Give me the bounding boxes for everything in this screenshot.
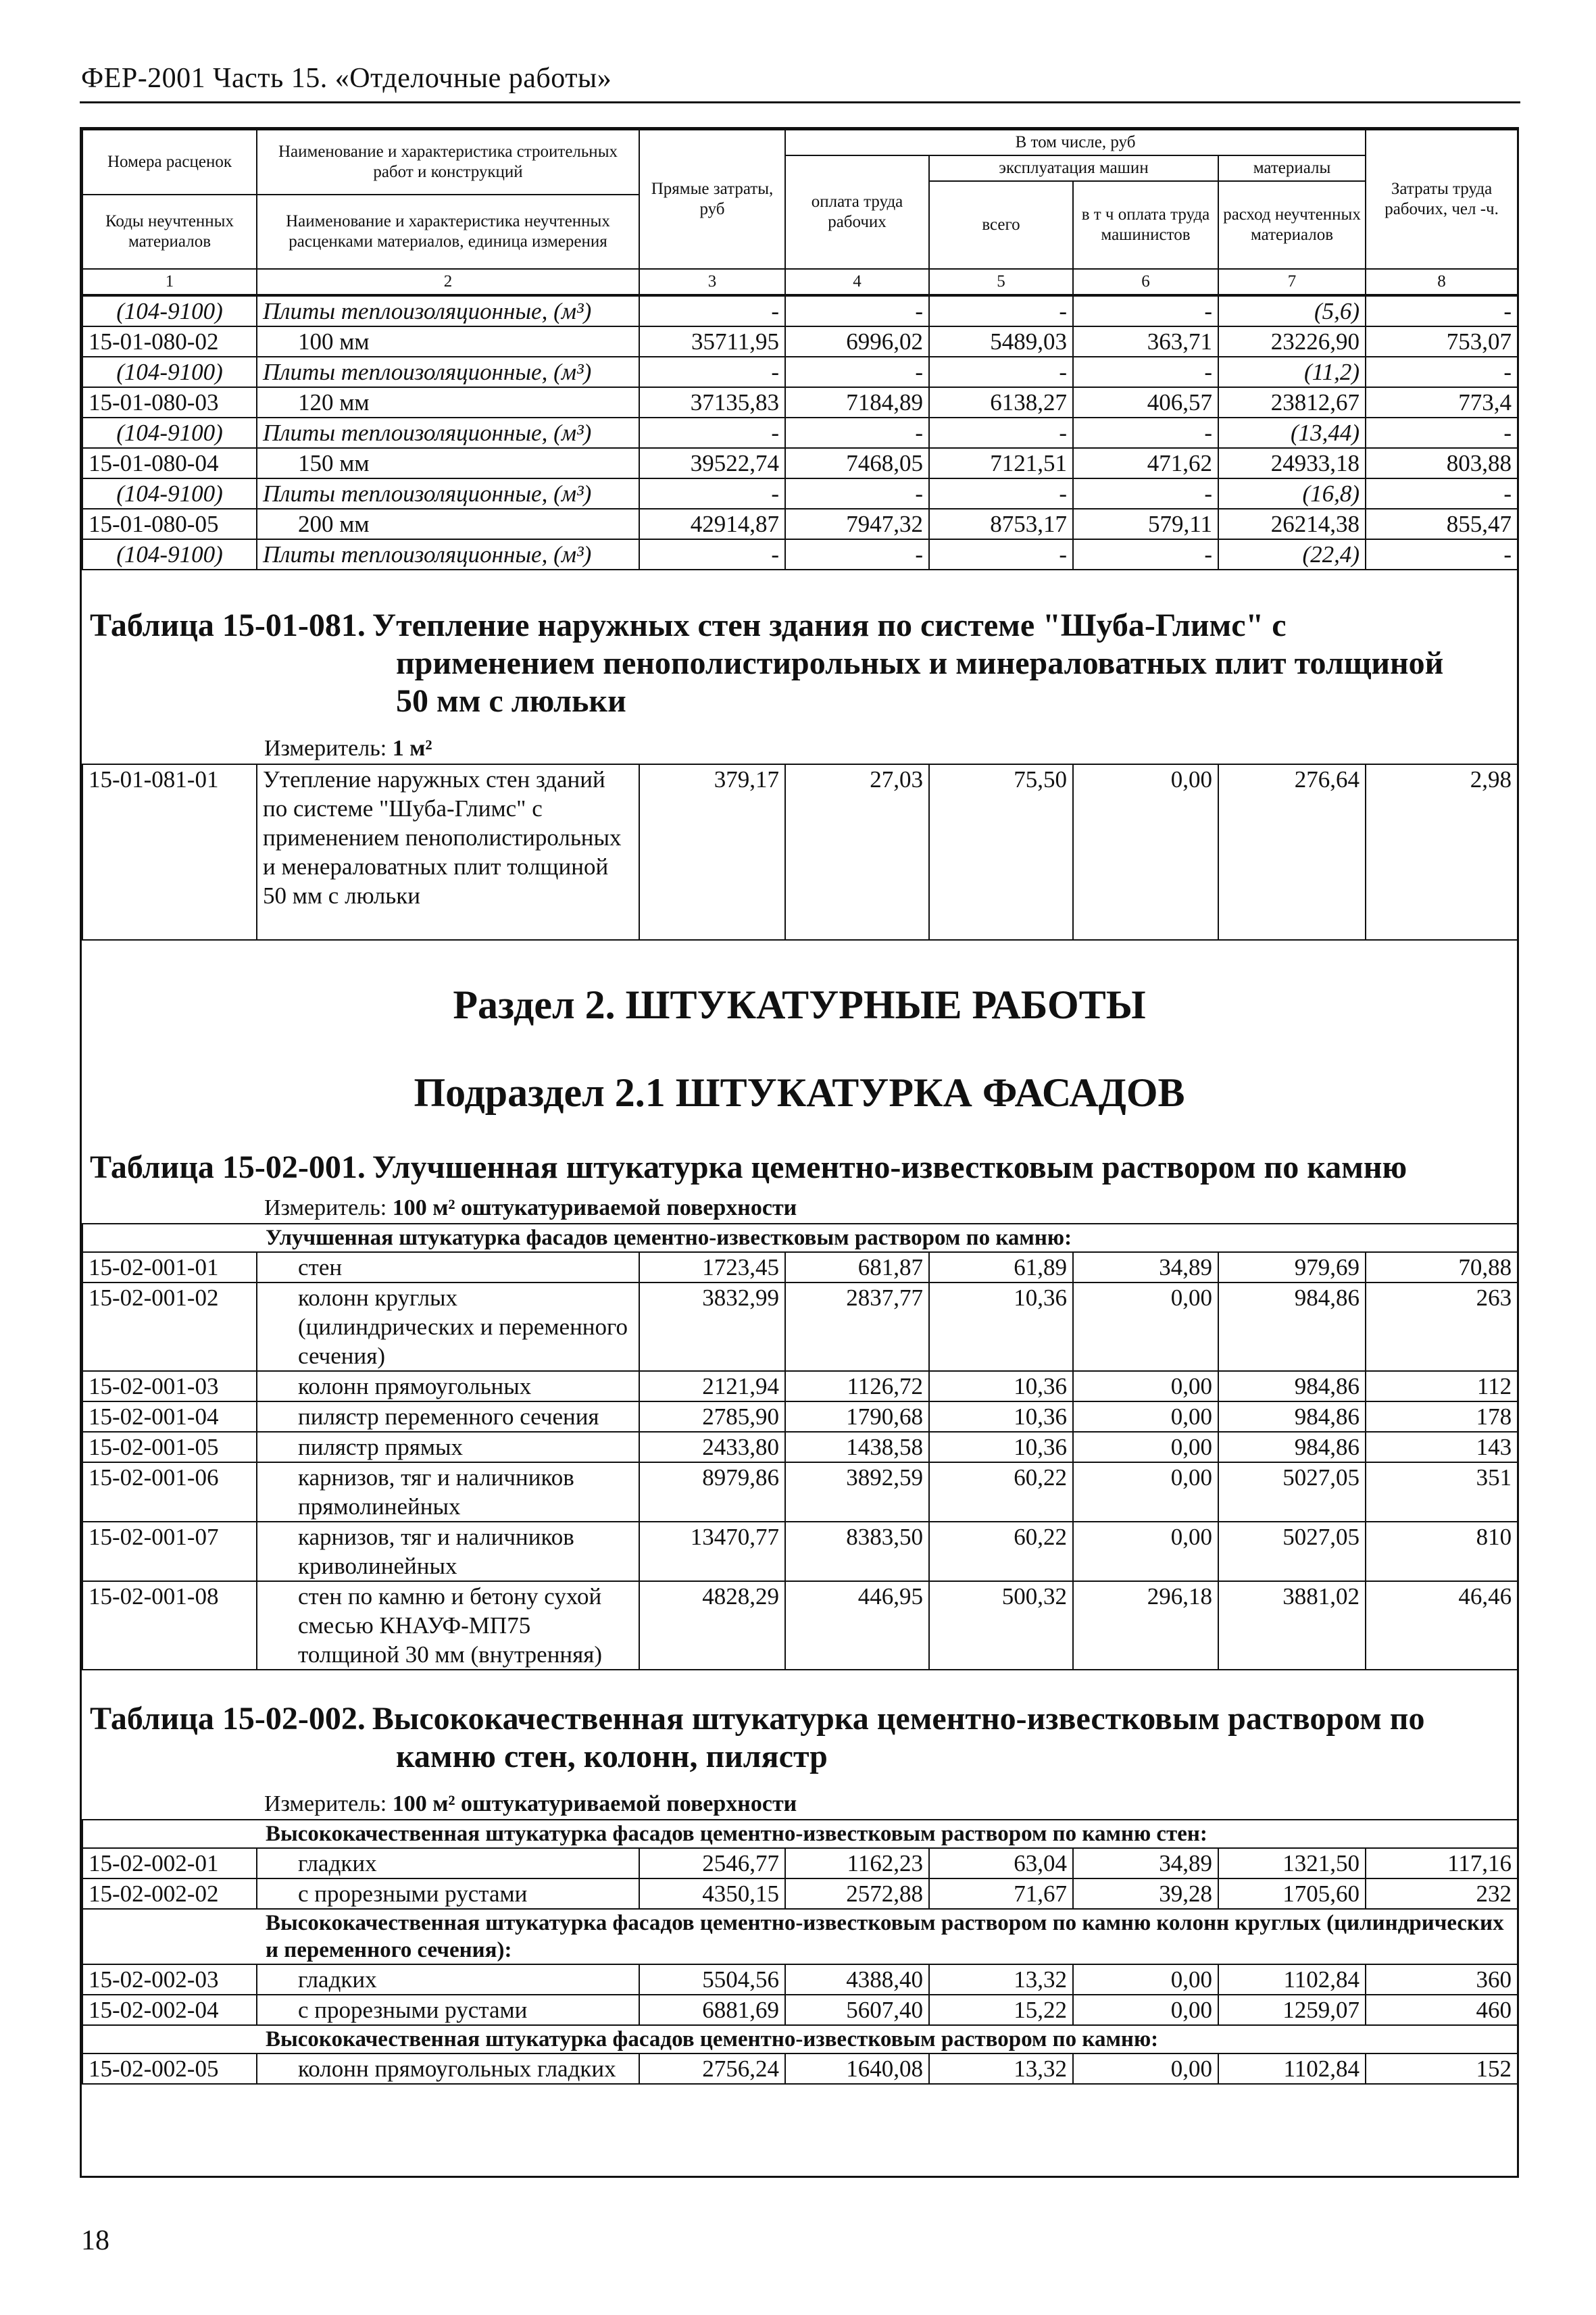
value-cell: 276,64 — [1218, 764, 1366, 940]
value-cell: 0,00 — [1073, 1964, 1218, 1995]
table-row — [82, 1964, 1518, 1995]
value-cell: 5607,40 — [785, 1995, 929, 2025]
subsection-title: Подраздел 2.1 ШТУКАТУРКА ФАСАДОВ — [414, 1070, 1185, 1115]
meter-label: Измеритель: — [264, 736, 387, 761]
meter-label: Измеритель: — [264, 1791, 387, 1816]
value-cell: 984,86 — [1218, 1371, 1366, 1401]
document-frame — [80, 127, 1519, 2178]
name-cell: с прорезными рустами — [257, 1878, 639, 1909]
value-cell: - — [1366, 539, 1518, 570]
value-cell: 6996,02 — [785, 326, 929, 357]
value-cell: 10,36 — [929, 1371, 1073, 1401]
value-cell: 500,32 — [929, 1581, 1073, 1670]
value-cell: - — [1073, 478, 1218, 509]
table-row — [82, 1283, 1518, 1371]
group-heading: Высококачественная штукатурка фасадов цементно-известковым раствором по камню колонн круглых (цилиндрических и переменного сечения): — [82, 1909, 1518, 1964]
table-15-01-081 — [82, 764, 1518, 941]
value-cell: - — [1073, 296, 1218, 326]
value-cell: 0,00 — [1073, 1522, 1218, 1581]
colnum: 8 — [1366, 269, 1518, 295]
value-cell: 2121,94 — [639, 1371, 785, 1401]
value-cell: - — [785, 539, 929, 570]
table-title: Улучшенная штукатурка цементно-известковым раствором по камню — [372, 1149, 1407, 1185]
name-cell: 200 мм — [257, 509, 639, 539]
value-cell: 1259,07 — [1218, 1995, 1366, 2025]
table-row — [82, 448, 1518, 478]
table-row — [82, 764, 1518, 940]
value-cell: 10,36 — [929, 1432, 1073, 1462]
value-cell: 13470,77 — [639, 1522, 785, 1581]
value-cell: 60,22 — [929, 1462, 1073, 1522]
value-cell: 8383,50 — [785, 1522, 929, 1581]
code-cell: 15-02-002-02 — [82, 1878, 257, 1909]
value-cell: - — [639, 296, 785, 326]
value-cell: - — [1073, 418, 1218, 448]
name-cell: стен — [257, 1252, 639, 1283]
name-cell: пилястр прямых — [257, 1432, 639, 1462]
value-cell: - — [1073, 357, 1218, 387]
value-cell: 26214,38 — [1218, 509, 1366, 539]
section-title: Раздел 2. ШТУКАТУРНЫЕ РАБОТЫ — [453, 982, 1146, 1027]
table-label: Таблица 15-01-081. — [90, 607, 366, 643]
value-cell: 2785,90 — [639, 1401, 785, 1432]
value-cell: 1321,50 — [1218, 1848, 1366, 1878]
value-cell: (16,8) — [1218, 478, 1366, 509]
value-cell: 3832,99 — [639, 1283, 785, 1371]
value-cell: 37135,83 — [639, 387, 785, 418]
value-cell: 5504,56 — [639, 1964, 785, 1995]
table-row — [82, 1995, 1518, 2025]
value-cell: 263 — [1366, 1283, 1518, 1371]
name-cell: карнизов, тяг и наличников криволинейных — [257, 1522, 639, 1581]
material-name-cell: Плиты теплоизоляционные, (м³) — [257, 296, 639, 326]
colnum: 3 — [639, 269, 785, 295]
colnum: 5 — [929, 269, 1073, 295]
table-row — [82, 1432, 1518, 1462]
name-cell: колонн прямоугольных гладких — [257, 2053, 639, 2084]
value-cell: 13,32 — [929, 2053, 1073, 2084]
table-15-02-001 — [82, 1223, 1518, 1670]
value-cell: 0,00 — [1073, 1401, 1218, 1432]
value-cell: 681,87 — [785, 1252, 929, 1283]
code-cell: 15-01-080-03 — [82, 387, 257, 418]
material-code-cell: (104-9100) — [82, 418, 257, 448]
name-cell: гладких — [257, 1848, 639, 1878]
header-rule — [80, 101, 1520, 103]
value-cell: - — [785, 357, 929, 387]
value-cell: - — [1366, 357, 1518, 387]
colnum: 4 — [785, 269, 929, 295]
value-cell: 460 — [1366, 1995, 1518, 2025]
table-row — [82, 1522, 1518, 1581]
table-label: Таблица 15-02-001. — [90, 1149, 366, 1185]
value-cell: 1723,45 — [639, 1252, 785, 1283]
value-cell: 803,88 — [1366, 448, 1518, 478]
value-cell: 178 — [1366, 1401, 1518, 1432]
value-cell: 46,46 — [1366, 1581, 1518, 1670]
value-cell: 0,00 — [1073, 1995, 1218, 2025]
code-cell: 15-02-002-04 — [82, 1995, 257, 2025]
value-cell: 2756,24 — [639, 2053, 785, 2084]
value-cell: 984,86 — [1218, 1432, 1366, 1462]
table-row — [82, 326, 1518, 357]
value-cell: 0,00 — [1073, 1371, 1218, 1401]
value-cell: 34,89 — [1073, 1848, 1218, 1878]
value-cell: - — [639, 357, 785, 387]
table-title-line: 50 мм с люльки — [396, 683, 626, 719]
value-cell: 5027,05 — [1218, 1462, 1366, 1522]
value-cell: 0,00 — [1073, 1462, 1218, 1522]
value-cell: - — [639, 539, 785, 570]
value-cell: 773,4 — [1366, 387, 1518, 418]
meter-value: 100 м² оштукатуриваемой поверхности — [392, 1195, 797, 1220]
meter-label: Измеритель: — [264, 1195, 387, 1220]
header-vsego: всего — [929, 181, 1073, 269]
value-cell: 7468,05 — [785, 448, 929, 478]
value-cell: 984,86 — [1218, 1401, 1366, 1432]
material-name-cell: Плиты теплоизоляционные, (м³) — [257, 478, 639, 509]
group-heading: Высококачественная штукатурка фасадов цементно-известковым раствором по камню: — [82, 2025, 1518, 2053]
name-cell: колонн прямоугольных — [257, 1371, 639, 1401]
colnum: 2 — [257, 269, 639, 295]
code-cell: 15-01-080-04 — [82, 448, 257, 478]
header-rashod: расход неучтенных материалов — [1218, 181, 1366, 269]
table-row — [82, 1581, 1518, 1670]
value-cell: (11,2) — [1218, 357, 1366, 387]
value-cell: 63,04 — [929, 1848, 1073, 1878]
table-title-line: применением пенополистирольных и минераловатных плит толщиной — [396, 645, 1444, 681]
table-title: Утепление наружных стен здания по системе "Шуба-Глимс" с — [372, 607, 1287, 643]
name-cell: пилястр переменного сечения — [257, 1401, 639, 1432]
value-cell: 406,57 — [1073, 387, 1218, 418]
value-cell: 379,17 — [639, 764, 785, 940]
value-cell: 2572,88 — [785, 1878, 929, 1909]
name-cell: стен по камню и бетону сухой смесью КНАУФ-МП75 толщиной 30 мм (внутренняя) — [257, 1581, 639, 1670]
material-code-cell: (104-9100) — [82, 478, 257, 509]
value-cell: (13,44) — [1218, 418, 1366, 448]
table-row — [82, 478, 1518, 509]
value-cell: 1102,84 — [1218, 2053, 1366, 2084]
value-cell: - — [639, 418, 785, 448]
value-cell: 4350,15 — [639, 1878, 785, 1909]
name-cell: 120 мм — [257, 387, 639, 418]
value-cell: - — [1366, 418, 1518, 448]
table-row — [82, 2053, 1518, 2084]
header-nomera: Номера расценок — [82, 130, 257, 195]
header-kody: Коды неучтенных материалов — [82, 195, 257, 269]
header-pryamye: Прямые затраты, руб — [639, 130, 785, 269]
value-cell: 0,00 — [1073, 1283, 1218, 1371]
code-cell: 15-02-001-06 — [82, 1462, 257, 1522]
value-cell: - — [929, 539, 1073, 570]
value-cell: - — [929, 478, 1073, 509]
header-naim-works: Наименование и характеристика строительных работ и конструкций — [257, 130, 639, 195]
code-cell: 15-02-001-08 — [82, 1581, 257, 1670]
name-cell: с прорезными рустами — [257, 1995, 639, 2025]
value-cell: 0,00 — [1073, 764, 1218, 940]
column-header-table — [82, 129, 1518, 295]
value-cell: 5489,03 — [929, 326, 1073, 357]
material-name-cell: Плиты теплоизоляционные, (м³) — [257, 357, 639, 387]
value-cell: 75,50 — [929, 764, 1073, 940]
group-heading: Улучшенная штукатурка фасадов цементно-известковым раствором по камню: — [82, 1224, 1518, 1252]
code-cell: 15-02-001-05 — [82, 1432, 257, 1462]
meter-value: 100 м² оштукатуриваемой поверхности — [392, 1791, 797, 1816]
code-cell: 15-02-002-03 — [82, 1964, 257, 1995]
table-15-01-080-continued — [82, 295, 1518, 570]
material-code-cell: (104-9100) — [82, 296, 257, 326]
value-cell: 8753,17 — [929, 509, 1073, 539]
code-cell: 15-02-001-04 — [82, 1401, 257, 1432]
value-cell: 1640,08 — [785, 2053, 929, 2084]
value-cell: 0,00 — [1073, 1432, 1218, 1462]
header-oplata: оплата труда рабочих — [785, 155, 929, 269]
header-ekspl: эксплуатация машин — [929, 155, 1218, 181]
value-cell: 1438,58 — [785, 1432, 929, 1462]
value-cell: - — [929, 418, 1073, 448]
header-vtch: в т ч оплата труда машинистов — [1073, 181, 1218, 269]
value-cell: 2433,80 — [639, 1432, 785, 1462]
value-cell: 446,95 — [785, 1581, 929, 1670]
value-cell: 10,36 — [929, 1401, 1073, 1432]
table-15-02-002 — [82, 1819, 1518, 2085]
page-number: 18 — [81, 2225, 109, 2256]
header-naim-materials: Наименование и характеристика неучтенных расценками материалов, единица измерения — [257, 195, 639, 269]
code-cell: 15-02-001-01 — [82, 1252, 257, 1283]
value-cell: 232 — [1366, 1878, 1518, 1909]
table-15-01-081-title-block — [82, 570, 1517, 764]
code-cell: 15-02-002-05 — [82, 2053, 257, 2084]
material-code-cell: (104-9100) — [82, 357, 257, 387]
table-row — [82, 296, 1518, 326]
value-cell: 3881,02 — [1218, 1581, 1366, 1670]
value-cell: (22,4) — [1218, 539, 1366, 570]
value-cell: 0,00 — [1073, 2053, 1218, 2084]
value-cell: 360 — [1366, 1964, 1518, 1995]
table-row — [82, 1462, 1518, 1522]
value-cell: 10,36 — [929, 1283, 1073, 1371]
value-cell: 13,32 — [929, 1964, 1073, 1995]
value-cell: - — [929, 357, 1073, 387]
value-cell: 855,47 — [1366, 509, 1518, 539]
table-row — [82, 418, 1518, 448]
table-title: Высококачественная штукатурка цементно-известковым раствором по — [372, 1701, 1425, 1737]
value-cell: 61,89 — [929, 1252, 1073, 1283]
value-cell: 23226,90 — [1218, 326, 1366, 357]
value-cell: 27,03 — [785, 764, 929, 940]
value-cell: 152 — [1366, 2053, 1518, 2084]
value-cell: 8979,86 — [639, 1462, 785, 1522]
table-row — [82, 1401, 1518, 1432]
header-zatraty: Затраты труда рабочих, чел -ч. — [1366, 130, 1518, 269]
value-cell: - — [1073, 539, 1218, 570]
table-row — [82, 1878, 1518, 1909]
value-cell: 753,07 — [1366, 326, 1518, 357]
code-cell: 15-02-001-02 — [82, 1283, 257, 1371]
value-cell: - — [1366, 478, 1518, 509]
colnum: 7 — [1218, 269, 1366, 295]
table-row — [82, 357, 1518, 387]
material-name-cell: Плиты теплоизоляционные, (м³) — [257, 539, 639, 570]
value-cell: 4388,40 — [785, 1964, 929, 1995]
value-cell: - — [785, 418, 929, 448]
value-cell: 60,22 — [929, 1522, 1073, 1581]
value-cell: 6881,69 — [639, 1995, 785, 2025]
value-cell: 23812,67 — [1218, 387, 1366, 418]
table-row — [82, 1848, 1518, 1878]
value-cell: 471,62 — [1073, 448, 1218, 478]
header-vtom: В том числе, руб — [785, 130, 1366, 155]
value-cell: 810 — [1366, 1522, 1518, 1581]
value-cell: 143 — [1366, 1432, 1518, 1462]
value-cell: 979,69 — [1218, 1252, 1366, 1283]
colnum: 1 — [82, 269, 257, 295]
table-label: Таблица 15-02-002. — [90, 1701, 366, 1737]
table-row — [82, 387, 1518, 418]
value-cell: 351 — [1366, 1462, 1518, 1522]
value-cell: 7184,89 — [785, 387, 929, 418]
colnum: 6 — [1073, 269, 1218, 295]
header-materialy: материалы — [1218, 155, 1366, 181]
value-cell: 35711,95 — [639, 326, 785, 357]
code-cell: 15-02-001-03 — [82, 1371, 257, 1401]
value-cell: 7121,51 — [929, 448, 1073, 478]
value-cell: 6138,27 — [929, 387, 1073, 418]
value-cell: 1126,72 — [785, 1371, 929, 1401]
value-cell: - — [785, 296, 929, 326]
column-numbers-row — [82, 269, 1518, 295]
code-cell: 15-01-080-02 — [82, 326, 257, 357]
value-cell: 39,28 — [1073, 1878, 1218, 1909]
value-cell: 1790,68 — [785, 1401, 929, 1432]
meter-value: 1 м² — [392, 736, 432, 761]
table-row — [82, 1252, 1518, 1283]
value-cell: 71,67 — [929, 1878, 1073, 1909]
value-cell: 117,16 — [1366, 1848, 1518, 1878]
page-header: ФЕР-2001 Часть 15. «Отделочные работы» — [81, 63, 612, 94]
value-cell: 579,11 — [1073, 509, 1218, 539]
table-row — [82, 539, 1518, 570]
name-cell: колонн круглых (цилиндрических и переменного сечения) — [257, 1283, 639, 1371]
value-cell: 15,22 — [929, 1995, 1073, 2025]
value-cell: 2546,77 — [639, 1848, 785, 1878]
code-cell: 15-01-080-05 — [82, 509, 257, 539]
material-code-cell: (104-9100) — [82, 539, 257, 570]
value-cell: 2,98 — [1366, 764, 1518, 940]
code-cell: 15-02-002-01 — [82, 1848, 257, 1878]
table-row — [82, 509, 1518, 539]
group-heading: Высококачественная штукатурка фасадов цементно-известковым раствором по камню стен: — [82, 1820, 1518, 1848]
value-cell: 112 — [1366, 1371, 1518, 1401]
value-cell: - — [1366, 296, 1518, 326]
value-cell: 39522,74 — [639, 448, 785, 478]
name-cell: 150 мм — [257, 448, 639, 478]
value-cell: 363,71 — [1073, 326, 1218, 357]
value-cell: 7947,32 — [785, 509, 929, 539]
name-cell: карнизов, тяг и наличников прямолинейных — [257, 1462, 639, 1522]
value-cell: 24933,18 — [1218, 448, 1366, 478]
value-cell: 2837,77 — [785, 1283, 929, 1371]
value-cell: 1162,23 — [785, 1848, 929, 1878]
material-name-cell: Плиты теплоизоляционные, (м³) — [257, 418, 639, 448]
code-cell: 15-01-081-01 — [82, 764, 257, 940]
name-cell: Утепление наружных стен зданий по системе "Шуба-Глимс" с применением пенополистирольных и менераловатных плит толщиной 50 мм с люльки — [257, 764, 639, 940]
value-cell: 1705,60 — [1218, 1878, 1366, 1909]
value-cell: 296,18 — [1073, 1581, 1218, 1670]
name-cell: гладких — [257, 1964, 639, 1995]
table-row — [82, 1371, 1518, 1401]
value-cell: 5027,05 — [1218, 1522, 1366, 1581]
value-cell: 70,88 — [1366, 1252, 1518, 1283]
table-title-line: камню стен, колонн, пилястр — [396, 1739, 828, 1774]
value-cell: 1102,84 — [1218, 1964, 1366, 1995]
name-cell: 100 мм — [257, 326, 639, 357]
value-cell: 34,89 — [1073, 1252, 1218, 1283]
value-cell: 4828,29 — [639, 1581, 785, 1670]
value-cell: - — [929, 296, 1073, 326]
value-cell: (5,6) — [1218, 296, 1366, 326]
value-cell: 984,86 — [1218, 1283, 1366, 1371]
value-cell: 3892,59 — [785, 1462, 929, 1522]
value-cell: - — [639, 478, 785, 509]
value-cell: - — [785, 478, 929, 509]
value-cell: 42914,87 — [639, 509, 785, 539]
code-cell: 15-02-001-07 — [82, 1522, 257, 1581]
